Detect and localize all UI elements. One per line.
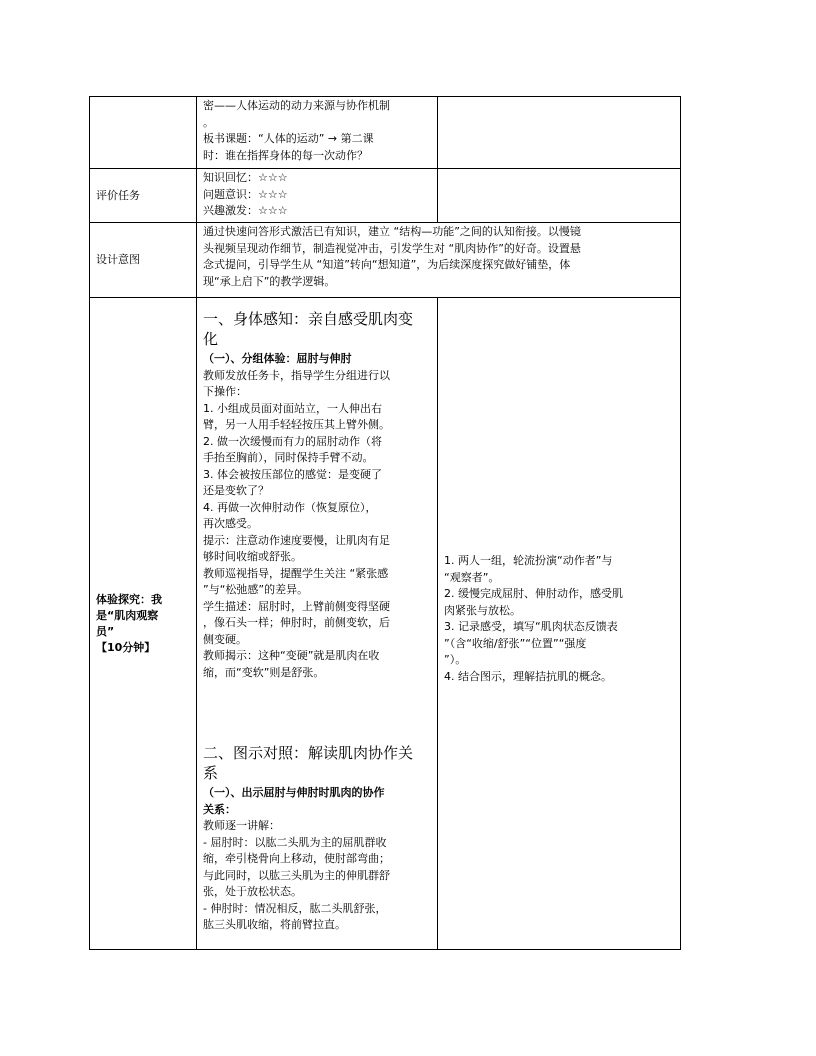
section1-line: 再次感受。 xyxy=(203,517,258,530)
intro-row xyxy=(90,97,681,169)
section1-line: 3. 体会被按压部位的感觉：是变硬了 xyxy=(203,467,382,481)
section1-line: 教师巡视指导，提醒学生关注 “紧张感 xyxy=(203,566,389,580)
section1-line: 提示：注意动作速度要慢，让肌肉有足 xyxy=(203,533,390,547)
section1-line: 臂，另一人用手轻轻按压其上臂外侧。 xyxy=(203,418,390,431)
explore-content-cell xyxy=(197,298,438,950)
intro-content-cell xyxy=(197,97,438,169)
section2-line: - 屈肘时：以肱二头肌为主的屈肌群收 xyxy=(203,835,387,849)
section2-line: 教师逐一讲解： xyxy=(203,819,280,832)
section2-subheading: 关系： xyxy=(203,802,236,816)
section1-line: 下操作： xyxy=(203,385,247,398)
section1-line: 缩，而“变软”则是舒张。 xyxy=(203,665,325,679)
intro-line: 板书课题：“人体的运动” → 第二课 xyxy=(203,132,374,145)
design-line: 现“承上启下”的教学逻辑。 xyxy=(203,274,336,288)
section1-line: 教师发放任务卡，指导学生分组进行以 xyxy=(203,368,390,382)
section1-line: 侧变硬。 xyxy=(203,632,247,646)
evaluation-item: 问题意识：☆☆☆ xyxy=(203,187,288,201)
section1-line: 4. 再做一次伸肘动作（恢复原位）， xyxy=(203,500,377,514)
section2-line: 肱三头肌收缩，将前臂拉直。 xyxy=(203,918,346,931)
section1-line: 还是变软了？ xyxy=(203,484,269,497)
student-activity-line: ”（含“收缩/舒张”“位置”“强度 xyxy=(444,636,587,650)
section2-line: - 伸肘时：情况相反，肱二头肌舒张， xyxy=(203,901,387,915)
section1-subheading: （一）、分组体验：屈肘与伸肘 xyxy=(203,352,352,365)
section1-heading-line: 化 xyxy=(203,330,219,348)
section1-line: 够时间收缩或舒张。 xyxy=(203,550,302,563)
design-row xyxy=(90,223,681,298)
section1-line: 教师揭示：这种“变硬”就是肌肉在收 xyxy=(203,649,380,662)
section1-line: 手抬至胸前），同时保持手臂不动。 xyxy=(203,451,374,464)
student-activity-line: 1. 两人一组，轮流扮演“动作者”与 xyxy=(444,554,613,567)
explore-label-line: 【10分钟】 xyxy=(96,640,156,654)
student-activity-line: 2. 缓慢完成屈肘、伸肘动作，感受肌 xyxy=(444,587,623,600)
section1-line: 1. 小组成员面对面站立，一人伸出右 xyxy=(203,401,382,415)
section2-heading-line: 系 xyxy=(203,764,219,782)
section2-heading-line: 二、图示对照：解读肌肉协作关 xyxy=(203,744,414,762)
section2-line: 与此同时，以肱三头肌为主的伸肌群舒 xyxy=(203,868,390,882)
intro-line: 密——人体运动的动力来源与协作机制 xyxy=(203,99,390,112)
section1-line: ，像石头一样；伸肘时，前侧变软，后 xyxy=(203,616,390,629)
section-spacer xyxy=(203,681,433,733)
section1-heading-line: 一、身体感知：亲自感受肌肉变 xyxy=(203,310,414,328)
design-line: 通过快速问答形式激活已有知识，建立 “结构—功能”之间的认知衔接。以慢镜 xyxy=(203,225,581,238)
section2-line: 缩，牵引桡骨向上移动，使肘部弯曲； xyxy=(203,852,390,865)
lesson-plan-table xyxy=(89,96,681,950)
section1-heading xyxy=(203,309,433,349)
student-activity-line: 3. 记录感受，填写“肌肉状态反馈表 xyxy=(444,620,618,633)
intro-notes-cell xyxy=(438,97,681,169)
section2-line: 张，处于放松状态。 xyxy=(203,885,302,898)
design-content-cell xyxy=(197,223,681,298)
section1-line: ”与“松弛感”的差异。 xyxy=(203,583,309,596)
design-label: 设计意图 xyxy=(90,223,197,298)
student-activity-line: 肉紧张与放松。 xyxy=(444,603,521,617)
student-activity-line: “观察者”。 xyxy=(444,570,500,584)
section1-line: 2. 做一次缓慢而有力的屈肘动作（将 xyxy=(203,434,382,448)
evaluation-notes-cell xyxy=(438,169,681,223)
intro-line: 时：谁在指挥身体的每一次动作？ xyxy=(203,148,368,162)
evaluation-label: 评价任务 xyxy=(90,169,197,223)
section2-subheading: （一）、出示屈肘与伸肘时肌肉的协作 xyxy=(203,786,385,799)
student-activity-line: 4. 结合图示，理解拮抗肌的概念。 xyxy=(444,669,612,683)
section1-line: 学生描述：屈肘时，上臂前侧变得坚硬 xyxy=(203,599,390,613)
section2-heading xyxy=(203,743,433,783)
intro-line: 。 xyxy=(203,115,214,129)
explore-row xyxy=(90,298,681,950)
student-activities-cell xyxy=(438,298,681,950)
evaluation-row xyxy=(90,169,681,223)
evaluation-content-cell xyxy=(197,169,438,223)
evaluation-item: 兴趣激发：☆☆☆ xyxy=(203,204,288,217)
evaluation-item: 知识回忆：☆☆☆ xyxy=(203,171,288,184)
explore-label-line: 体验探究：我 xyxy=(96,592,162,606)
explore-label-line: 员” xyxy=(96,624,115,638)
explore-label-cell xyxy=(90,298,197,950)
design-line: 念式提问，引导学生从 “知道”转向“想知道”，为后续深度探究做好铺垫，体 xyxy=(203,258,571,271)
explore-label-line: 是“肌肉观察 xyxy=(96,608,159,622)
student-activity-line: ”）。 xyxy=(444,653,467,666)
intro-label-cell xyxy=(90,97,197,169)
design-line: 头视频呈现动作细节，制造视觉冲击，引发学生对 “肌肉协作”的好奇。设置悬 xyxy=(203,241,581,255)
